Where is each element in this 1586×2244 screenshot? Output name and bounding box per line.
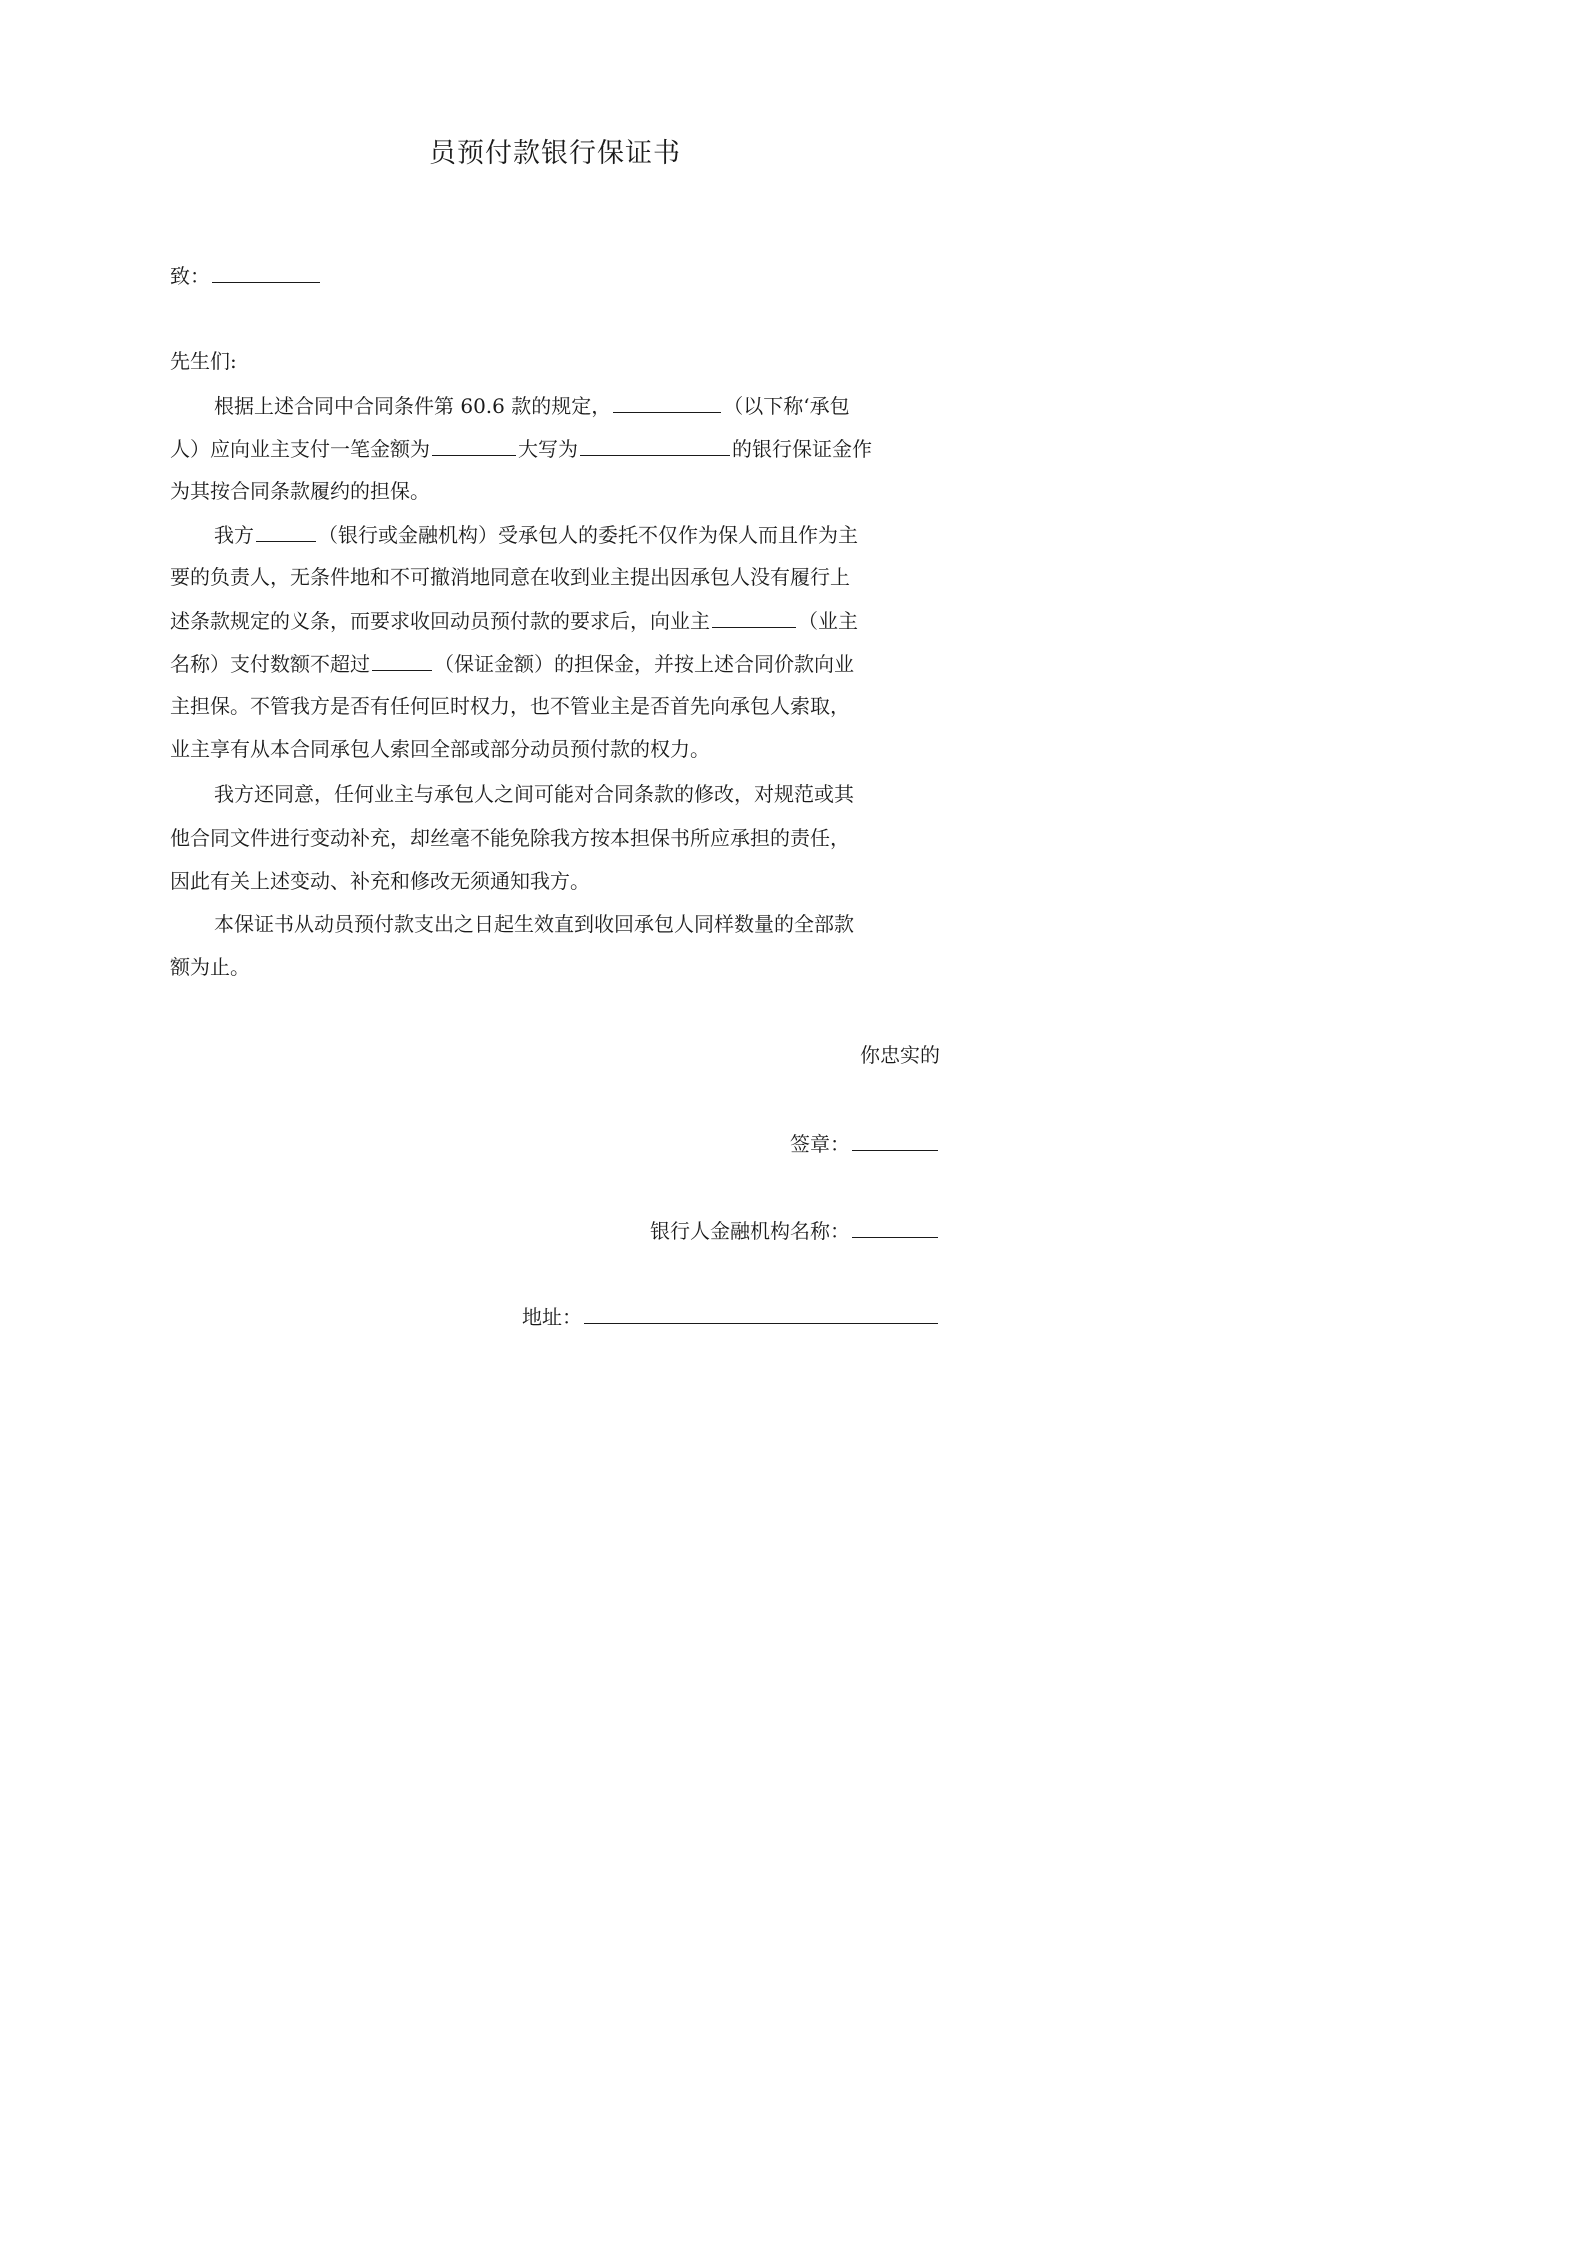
bank-name-label: 银行人金融机构名称： xyxy=(650,1219,850,1243)
p2-line-2: 要的负责人，无条件地和不可撤消地同意在收到业主提出因承包人没有履行上 xyxy=(170,565,850,589)
p2-line-6: 业主享有从本合同承包人索回全部或部分动员预付款的权力。 xyxy=(170,737,710,761)
p2-line-4 xyxy=(170,650,930,677)
closing: 你忠实的 xyxy=(860,1043,940,1067)
p2-text: 名称）支付数额不超过 xyxy=(170,652,370,676)
contractor-blank[interactable] xyxy=(613,392,721,413)
p1-text: 的银行保证金作 xyxy=(732,437,872,461)
bank-name-blank[interactable] xyxy=(852,1217,938,1238)
p2-text: （业主 xyxy=(798,609,858,633)
bank-blank[interactable] xyxy=(256,521,316,542)
p2-text: 我方 xyxy=(214,523,254,547)
p2-text: （银行或金融机构）受承包人的委托不仅作为保人而且作为主 xyxy=(318,523,858,547)
owner-name-blank[interactable] xyxy=(712,607,796,628)
p1-text: 人）应向业主支付一笔金额为 xyxy=(170,437,430,461)
p4-line-1: 本保证书从动员预付款支出之日起生效直到收回承包人同样数量的全部款 xyxy=(214,912,854,936)
addressee-label: 致： xyxy=(170,264,210,288)
bank-name-line xyxy=(650,1217,940,1244)
p1-text: （以下称‘承包 xyxy=(723,394,850,418)
addressee-blank[interactable] xyxy=(212,262,320,283)
p1-text: 根据上述合同中合同条件第 60.6 款的规定， xyxy=(214,394,612,418)
p1-line-3: 为其按合同条款履约的担保。 xyxy=(170,479,430,503)
address-label: 地址： xyxy=(522,1305,582,1329)
p1-line-2 xyxy=(170,435,930,462)
document-page xyxy=(0,0,1110,1570)
p3-line-3: 因此有关上述变动、补充和修改无须通知我方。 xyxy=(170,869,590,893)
guarantee-amount-blank[interactable] xyxy=(372,650,432,671)
p2-line-3 xyxy=(170,607,930,634)
amount-words-blank[interactable] xyxy=(580,435,730,456)
p3-line-1: 我方还同意，任何业主与承包人之间可能对合同条款的修改，对规范或其 xyxy=(214,782,854,806)
addressee-line xyxy=(170,262,322,289)
p2-line-5: 主担保。不管我方是否有任何叵时权力，也不管业主是否首先向承包人索取， xyxy=(170,694,850,718)
salutation: 先生们: xyxy=(170,349,237,373)
p4-line-2: 额为止。 xyxy=(170,955,250,979)
signature-blank[interactable] xyxy=(852,1130,938,1151)
signature-line xyxy=(790,1130,940,1157)
p3-line-2: 他合同文件进行变动补充，却丝毫不能免除我方按本担保书所应承担的责任， xyxy=(170,826,850,850)
p1-text: 大写为 xyxy=(518,437,578,461)
address-line xyxy=(522,1303,940,1330)
p2-line-1 xyxy=(214,521,974,548)
document-title: 员预付款银行保证书 xyxy=(429,138,681,169)
address-blank[interactable] xyxy=(584,1303,938,1324)
signature-label: 签章： xyxy=(790,1132,850,1156)
amount-blank[interactable] xyxy=(432,435,516,456)
p2-text: （保证金额）的担保金，并按上述合同价款向业 xyxy=(434,652,854,676)
p2-text: 述条款规定的义条，而要求收回动员预付款的要求后，向业主 xyxy=(170,609,710,633)
p1-line-1 xyxy=(214,392,974,419)
